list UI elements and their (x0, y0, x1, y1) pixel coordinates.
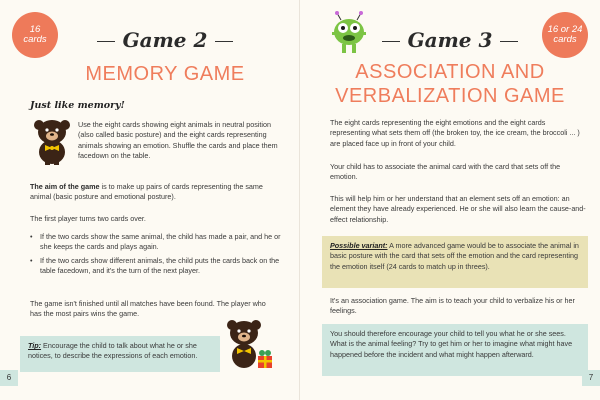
list-item: • If the two cards show different animals, the child puts the cards back on the table facedown, and it's the turn of the next player. (30, 256, 285, 277)
page-number: 7 (582, 370, 600, 386)
card-count-badge (12, 12, 58, 58)
aim-paragraph (30, 182, 285, 203)
aim-rest: is to make up pairs of cards representing the same animal (basic posture and emotional posture). (30, 182, 263, 202)
badge-count: 16 or 24 (547, 24, 583, 35)
page-title (320, 60, 580, 108)
badge-unit: cards (23, 34, 47, 45)
encourage-box: You should therefore encourage your child to tell you what he or she sees. What is the animal feeling? Try to get him or her to imagine what might have happened before the incident and what might happen afterward. (322, 324, 588, 376)
paragraph-4: It's an association game. The aim is to teach your child to verbalize his or her feelings. (330, 296, 575, 316)
aim-bold: The aim of the game (30, 182, 100, 191)
game-label (350, 28, 550, 52)
game-label-text: Game 2 (122, 28, 208, 52)
tip-box (20, 336, 220, 372)
title-line-2: VERBALIZATION GAME (335, 85, 565, 107)
intro-paragraph: Use the eight cards showing eight animals in neutral position (also called basic posture) and the eight cards representing animals showing an emotion. Shuffle the cards and place them facedown on the table. (78, 120, 278, 161)
paragraph-1: The eight cards representing the eight emotions and the eight cards representing what sets them off (the broken toy, the ice cream, the broccoli ... ) are placed face up in front of your child. (330, 118, 580, 148)
variant-label: Possible variant: (330, 241, 388, 250)
variant-text: A more advanced game would be to associate the animal in basic posture with the card that sets off the emotion and the card representing the emotion itself (24 cards to match up in threes). (330, 241, 579, 271)
tip-label: Tip: (28, 341, 42, 350)
game-label (60, 28, 270, 52)
end-paragraph: The game isn't finished until all matches have been found. The player who has the most pairs wins the game. (30, 299, 266, 319)
card-count-badge (542, 12, 588, 58)
paragraph-3: This will help him or her understand that an element sets off an emotion: an element they have already experienced. He or she will also learn the cause-and-effect relationship. (330, 194, 586, 224)
right-page (300, 0, 600, 400)
list-item: • If the two cards show the same animal, the child has made a pair, and he or she keeps the cards and plays again. (30, 232, 285, 253)
badge-unit: cards (553, 34, 577, 45)
title-line-1: ASSOCIATION AND (355, 61, 545, 83)
variant-box (322, 236, 588, 288)
page-title: MEMORY GAME (85, 63, 245, 85)
bear-with-gift-illustration (222, 316, 280, 374)
note-heading: Just like memory! (30, 100, 125, 111)
tip-text: Encourage the child to talk about what he or she notices, to describe the expressions of each emotion. (28, 341, 198, 361)
paragraph-2: Your child has to associate the animal card with the card that sets off the emotion. (330, 162, 561, 182)
first-turn-paragraph: The first player turns two cards over. (30, 214, 146, 223)
bear-illustration (30, 116, 74, 166)
page-number: 6 (0, 370, 18, 386)
badge-count: 16 (29, 24, 41, 35)
rules-list (30, 232, 285, 280)
game-label-text: Game 3 (407, 28, 493, 52)
